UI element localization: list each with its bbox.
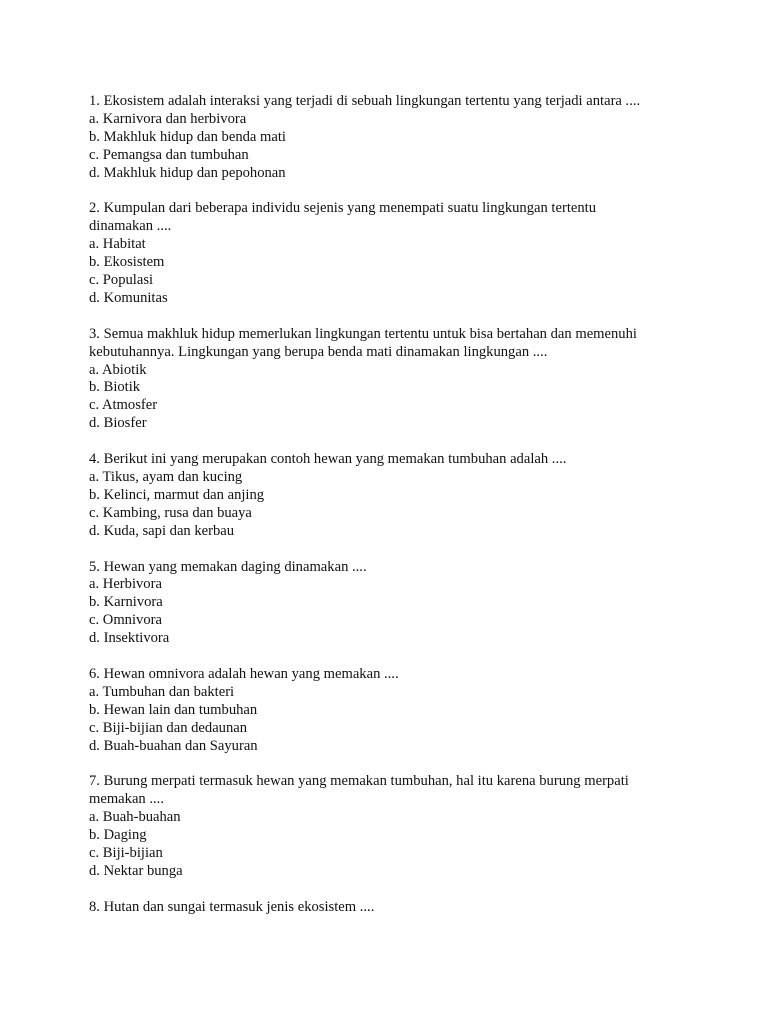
question-1 <box>89 93 709 183</box>
option-a: a. Abiotik <box>89 361 147 378</box>
option-a: a. Tumbuhan dan bakteri <box>89 683 235 700</box>
option-c: c. Omnivora <box>89 612 162 629</box>
option-a: a. Karnivora dan herbivora <box>89 110 247 127</box>
option-a: a. Tikus, ayam dan kucing <box>89 468 243 485</box>
question-text: 2. Kumpulan dari beberapa individu sejenis yang menempati suatu lingkungan tertentu dinamakan .... <box>89 200 597 235</box>
question-6 <box>89 666 709 756</box>
question-text: 8. Hutan dan sungai termasuk jenis ekosistem .... <box>89 898 375 915</box>
option-b: b. Biotik <box>89 379 141 396</box>
question-4 <box>89 451 709 541</box>
option-c: c. Pemangsa dan tumbuhan <box>89 146 249 163</box>
document-page <box>89 93 709 934</box>
question-3 <box>89 326 709 433</box>
option-b: b. Daging <box>89 827 147 844</box>
option-b: b. Hewan lain dan tumbuhan <box>89 701 258 718</box>
question-8 <box>89 899 709 917</box>
question-5 <box>89 559 709 649</box>
question-text: 1. Ekosistem adalah interaksi yang terjadi di sebuah lingkungan tertentu yang terjadi antara .... <box>89 93 641 109</box>
option-a: a. Herbivora <box>89 576 162 593</box>
question-text: 4. Berikut ini yang merupakan contoh hewan yang memakan tumbuhan adalah .... <box>89 451 567 468</box>
option-c: c. Atmosfer <box>89 397 158 414</box>
option-d: d. Kuda, sapi dan kerbau <box>89 522 235 539</box>
option-d: d. Insektivora <box>89 630 170 647</box>
option-d: d. Biosfer <box>89 415 147 432</box>
question-7 <box>89 773 709 880</box>
option-d: d. Buah-buahan dan Sayuran <box>89 737 258 754</box>
option-b: b. Makhluk hidup dan benda mati <box>89 128 286 145</box>
option-a: a. Buah-buahan <box>89 809 181 826</box>
option-c: c. Biji-bijian dan dedaunan <box>89 719 248 736</box>
option-b: b. Karnivora <box>89 594 163 611</box>
option-a: a. Habitat <box>89 236 146 253</box>
option-b: b. Kelinci, marmut dan anjing <box>89 486 265 503</box>
option-b: b. Ekosistem <box>89 254 165 271</box>
question-text: 6. Hewan omnivora adalah hewan yang memakan .... <box>89 665 399 682</box>
option-d: d. Makhluk hidup dan pepohonan <box>89 164 286 181</box>
option-c: c. Kambing, rusa dan buaya <box>89 504 252 521</box>
option-c: c. Biji-bijian <box>89 844 163 861</box>
question-text: 7. Burung merpati termasuk hewan yang memakan tumbuhan, hal itu karena burung merpati memakan .... <box>89 773 629 808</box>
question-text: 5. Hewan yang memakan daging dinamakan .... <box>89 558 367 575</box>
option-c: c. Populasi <box>89 272 154 289</box>
option-d: d. Komunitas <box>89 289 168 306</box>
question-2 <box>89 200 709 307</box>
option-d: d. Nektar bunga <box>89 862 183 879</box>
question-text: 3. Semua makhluk hidup memerlukan lingkungan tertentu untuk bisa bertahan dan memenuhi kebutuhannya. Lingkungan yang berupa benda mati dinamakan lingkungan .... <box>89 325 637 360</box>
